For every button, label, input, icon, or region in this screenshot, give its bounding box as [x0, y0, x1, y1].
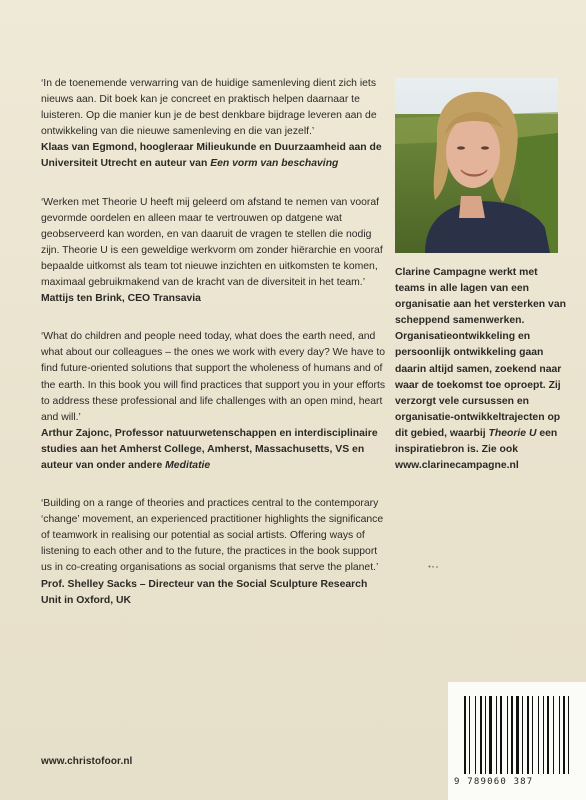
barcode-bar [480, 696, 482, 774]
author-portrait-image [395, 78, 558, 253]
barcode-bar [568, 696, 569, 774]
barcode-bar [483, 696, 484, 774]
barcode-bar [509, 696, 510, 774]
book-title: Meditatie [165, 459, 211, 471]
barcode-bar [467, 696, 468, 774]
barcode-bar [477, 696, 479, 774]
book-title: Theorie U [488, 427, 537, 439]
barcode-bar [493, 696, 495, 774]
book-title: Een vorm van beschaving [210, 158, 339, 170]
barcode-bar [563, 696, 565, 774]
barcode-bar [530, 696, 531, 774]
print-speck-mark [428, 565, 440, 568]
quote-author: Mattijs ten Brink, CEO Transavia [41, 293, 201, 305]
barcode-bar [570, 696, 573, 774]
quote-text: ‘In de toenemende verwarring van de huidige samenleving dient zich iets nieuws aan. Dit boek kan je concreet en praktisch helpen daarnaar te luisteren. Op die manier kun je de best denkbare bijdrage leveren aan de ontwikkeling van die nieuwe samenleving en die van jezelf.’ [41, 78, 377, 138]
quote-block-3 [41, 329, 386, 474]
barcode-bar [496, 696, 497, 774]
barcode-bar [545, 696, 546, 774]
author-bio [395, 265, 570, 474]
quote-author: Klaas van Egmond, hoogleraar Milieukunde en Duurzaamheid aan de Universiteit Utrecht en auteur van Een vorm van beschaving [41, 142, 382, 170]
barcode-bar [500, 696, 502, 774]
barcode-bar [543, 696, 544, 774]
publisher-website[interactable]: www.christofoor.nl [41, 756, 133, 767]
barcode-bar [553, 696, 554, 774]
quote-text: ‘Building on a range of theories and practices central to the contemporary ‘change’ movement, an experienced practitioner highlights the significance of teamwork in realising our potential as social artists. Offering ways of listening to each other and to the future, the practices in the book support us in co-creating organisations as social organisms that serve the planet.’ [41, 498, 384, 574]
barcode-bar [469, 696, 470, 774]
quote-text: ‘What do children and people need today, what does the earth need, and what about our colleagues – the ones we work with every day? We have to find future-oriented solutions that support the wholeness of humans and of the earth. In this book you will find practices that support you in your efforts to address these professional and life challenges with an open mind, heart and will.’ [41, 331, 386, 423]
barcode-bar [514, 696, 515, 774]
author-photo [395, 78, 558, 253]
barcode-bar [532, 696, 533, 774]
barcode-bar [524, 696, 526, 774]
barcode-bar [489, 696, 492, 774]
author-bio-text: Clarine Campagne werkt met teams in alle lagen van een organisatie aan het versterken van scheppend samenwerken. Organisatieontwikkeling en persoonlijk ontwikkeling gaan daarin altijd samen, zoekend naar waar de toekomst toe oproept. Zij verzorgt vele cursussen en organisatie-ontwikkeltrajecten op dit gebied, waarbij Theorie U een inspiratiebron is. Zie ook www.clarinecampagne.nl [395, 267, 566, 472]
barcode-bar [561, 696, 562, 774]
barcode-bar [540, 696, 542, 774]
quote-block-1 [41, 76, 386, 173]
quote-block-2 [41, 195, 386, 308]
barcode-bar [464, 696, 466, 774]
barcode-bar [507, 696, 508, 774]
isbn-barcode [448, 682, 586, 800]
barcode-bar [534, 696, 537, 774]
barcode-bars [464, 696, 576, 774]
barcode-bar [547, 696, 549, 774]
barcode-bar [527, 696, 529, 774]
barcode-bar [550, 696, 552, 774]
barcode-bar [555, 696, 558, 774]
barcode-bar [566, 696, 567, 774]
isbn-number: 9 789060 387 [454, 777, 534, 787]
barcode-bar [498, 696, 499, 774]
barcode-bar [487, 696, 488, 774]
barcode-bar [522, 696, 523, 774]
quotes-column [41, 76, 386, 631]
barcode-bar [475, 696, 476, 774]
barcode-bar [471, 696, 474, 774]
quote-text: ‘Werken met Theorie U heeft mij geleerd om afstand te nemen van vooraf gevormde oordelen en alleen maar te vertrouwen op datgene wat geobserveerd kan worden, en van daaruit de vragen te stellen die nodig zijn. Theorie U is een geweldige werkvorm om zonder hiërarchie en vooraf bepaalde uitkomst als team tot nieuwe inzichten en uitkomsten te komen, maximaal gebruikmakend van de kracht van de diversiteit in het team.’ [41, 196, 383, 289]
barcode-bar [516, 696, 519, 774]
barcode-bar [520, 696, 521, 774]
quote-author: Prof. Shelley Sacks – Directeur van the Social Sculpture Research Unit in Oxford, UK [41, 578, 368, 606]
barcode-bar [503, 696, 506, 774]
barcode-bar [485, 696, 486, 774]
quote-author: Arthur Zajonc, Professor natuurwetenschappen en interdisciplinaire studies aan het Amherst College, Amherst, Massachusetts, VS en auteur van onder andere Meditatie [41, 427, 378, 471]
barcode-bar [511, 696, 513, 774]
quote-block-4 [41, 496, 386, 609]
barcode-bar [559, 696, 560, 774]
barcode-bar [538, 696, 539, 774]
